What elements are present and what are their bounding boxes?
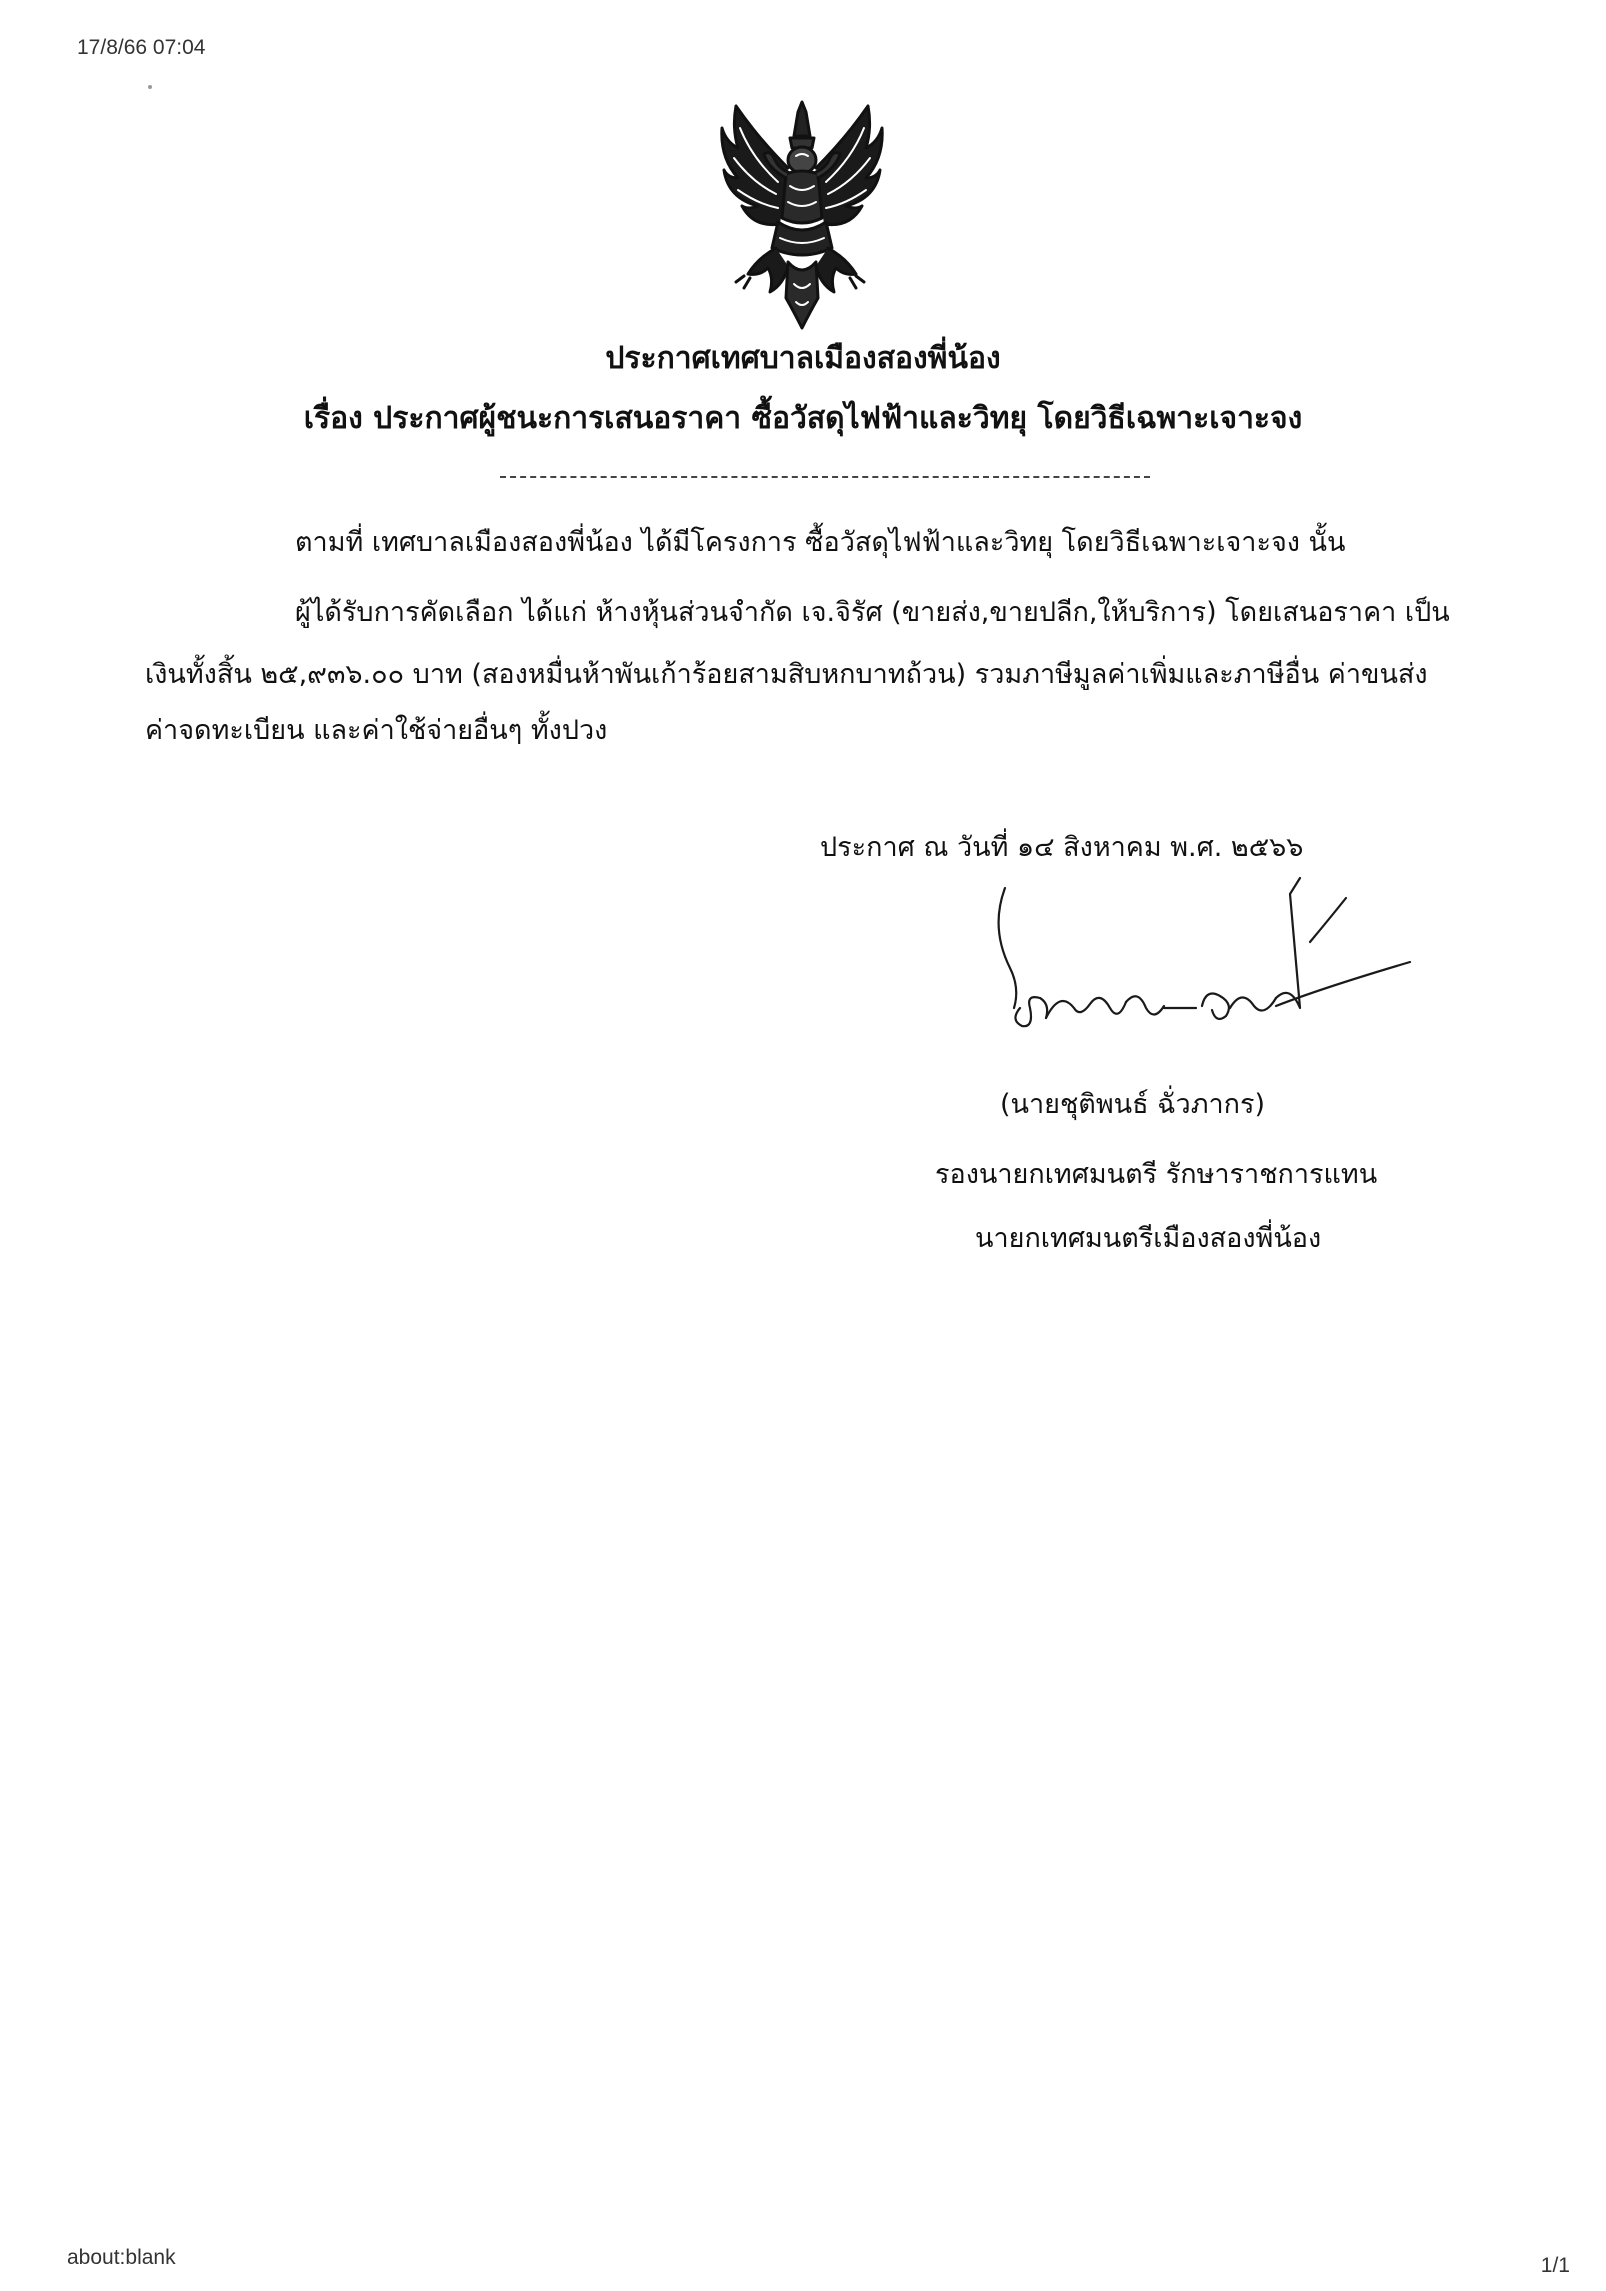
signer-name: (นายชุติพนธ์ ฉั่วภากร) — [1000, 1089, 1266, 1120]
document-subject: เรื่อง ประกาศผู้ชนะการเสนอราคา ซื้อวัสดุไฟฟ้าและวิทยุ โดยวิธีเฉพาะเจาะจง — [303, 401, 1303, 436]
body-paragraph-2-line-3: ค่าจดทะเบียน และค่าใช้จ่ายอื่นๆ ทั้งปวง — [145, 715, 608, 746]
scan-speck — [148, 85, 152, 89]
garuda-emblem-icon — [718, 98, 886, 333]
announce-date: ประกาศ ณ วันที่ ๑๔ สิงหาคม พ.ศ. ๒๕๖๖ — [820, 832, 1304, 863]
body-paragraph-2-line-2: เงินทั้งสิ้น ๒๕,๙๓๖.๐๐ บาท (สองหมื่นห้าพันเก้าร้อยสามสิบหกบาทถ้วน) รวมภาษีมูลค่าเพิ่มและภาษีอื่น ค่าขนส่ง — [145, 659, 1428, 690]
signer-position-line-2: นายกเทศมนตรีเมืองสองพี่น้อง — [975, 1223, 1322, 1254]
signer-position-line-1: รองนายกเทศมนตรี รักษาราชการแทน — [935, 1159, 1378, 1190]
body-paragraph-1: ตามที่ เทศบาลเมืองสองพี่น้อง ได้มีโครงการ ซื้อวัสดุไฟฟ้าและวิทยุ โดยวิธีเฉพาะเจาะจง นั้น — [295, 527, 1346, 558]
print-page-count: 1/1 — [1540, 2254, 1570, 2277]
print-timestamp: 17/8/66 07:04 — [77, 36, 206, 59]
print-footer-url: about:blank — [67, 2246, 176, 2269]
body-paragraph-2-line-1: ผู้ได้รับการคัดเลือก ได้แก่ ห้างหุ้นส่วนจำกัด เจ.จิรัศ (ขายส่ง,ขายปลีก,ให้บริการ) โดยเสนอราคา เป็น — [295, 597, 1450, 628]
divider-text — [500, 478, 501, 479]
title-divider — [500, 476, 1150, 478]
document-title: ประกาศเทศบาลเมืองสองพี่น้อง — [605, 341, 1001, 376]
handwritten-signature — [950, 858, 1430, 1058]
